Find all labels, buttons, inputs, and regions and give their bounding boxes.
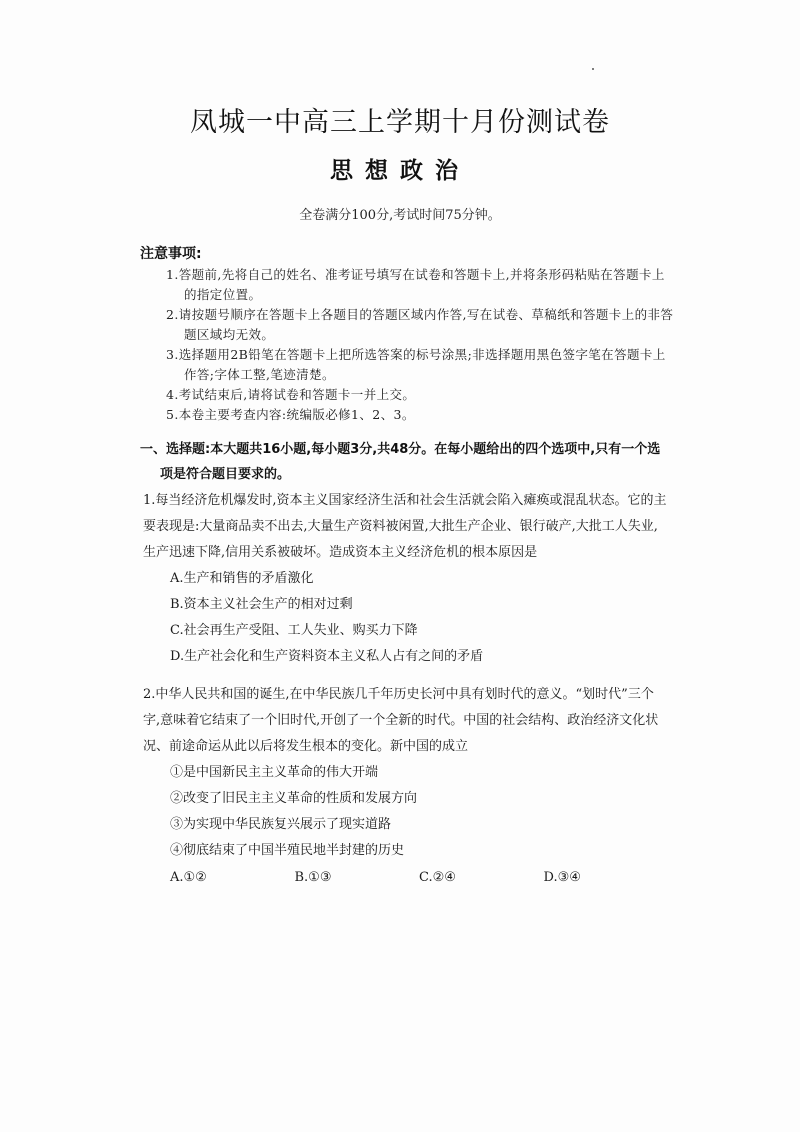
answer-d: D.③④	[543, 870, 581, 885]
option-d: D.生产社会化和生产资料资本主义私人占有之间的矛盾	[170, 649, 484, 664]
question-2	[143, 682, 668, 891]
section-heading	[140, 437, 670, 487]
question-stem: 2.中华人民共和国的诞生,在中华民族几千年历史长河中具有划时代的意义。“划时代”三个字,意味着它结束了一个旧时代,开创了一个全新的时代。中国的社会结构、政治经济文化状况、前途命运从此以后将发生根本的变化。新中国的成立	[143, 687, 659, 754]
answer-a: A.①②	[170, 870, 207, 885]
scan-speck	[592, 68, 594, 70]
section-heading-line: 一、选择题:本大题共16小题,每小题3分,共48分。在每小题给出的四个选项中,只有一个选	[140, 442, 661, 457]
statement-1: ①是中国新民主主义革命的伟大开端	[170, 765, 379, 780]
statement-2: ②改变了旧民主主义革命的性质和发展方向	[170, 791, 418, 806]
section-heading-line: 项是符合题目要求的。	[160, 467, 291, 482]
exam-title: 凤城一中高三上学期十月份测试卷	[190, 107, 610, 138]
option-a: A.生产和销售的矛盾激化	[170, 571, 314, 586]
notice-item: 2.请按题号顺序在答题卡上各题目的答题区域内作答,写在试卷、草稿纸和答题卡上的非答题区域均无效。	[166, 307, 674, 342]
notice-list	[166, 265, 676, 425]
question-stem: 1.每当经济危机爆发时,资本主义国家经济生活和社会生活就会陷入瘫痪或混乱状态。它的主要表现是:大量商品卖不出去,大量生产资料被闲置,大批生产企业、银行破产,大批工人失业,生产迅速下降,信用关系被破坏。造成资本主义经济危机的根本原因是	[143, 493, 667, 560]
notice-item: 3.选择题用2B铅笔在答题卡上把所选答案的标号涂黑;非选择题用黑色签字笔在答题卡上作答;字体工整,笔迹清楚。	[166, 347, 666, 382]
answer-c: C.②④	[419, 870, 456, 885]
notice-item: 5.本卷主要考查内容:统编版必修1、2、3。	[166, 407, 415, 422]
exam-meta: 全卷满分100分,考试时间75分钟。	[299, 208, 501, 223]
notice-heading: 注意事项:	[140, 246, 202, 262]
notice-item: 4.考试结束后,请将试卷和答题卡一并上交。	[166, 387, 416, 402]
question-1	[143, 488, 668, 670]
answer-choices	[143, 865, 668, 891]
notice-item: 1.答题前,先将自己的姓名、准考证号填写在试卷和答题卡上,并将条形码粘贴在答题卡上的指定位置。	[166, 267, 665, 302]
answer-b: B.①③	[294, 870, 332, 885]
option-c: C.社会再生产受阻、工人失业、购买力下降	[170, 623, 418, 638]
statement-4: ④彻底结束了中国半殖民地半封建的历史	[170, 843, 405, 858]
statement-3: ③为实现中华民族复兴展示了现实道路	[170, 817, 392, 832]
subject-title: 思想政治	[330, 158, 470, 184]
option-b: B.资本主义社会生产的相对过剩	[170, 597, 353, 612]
